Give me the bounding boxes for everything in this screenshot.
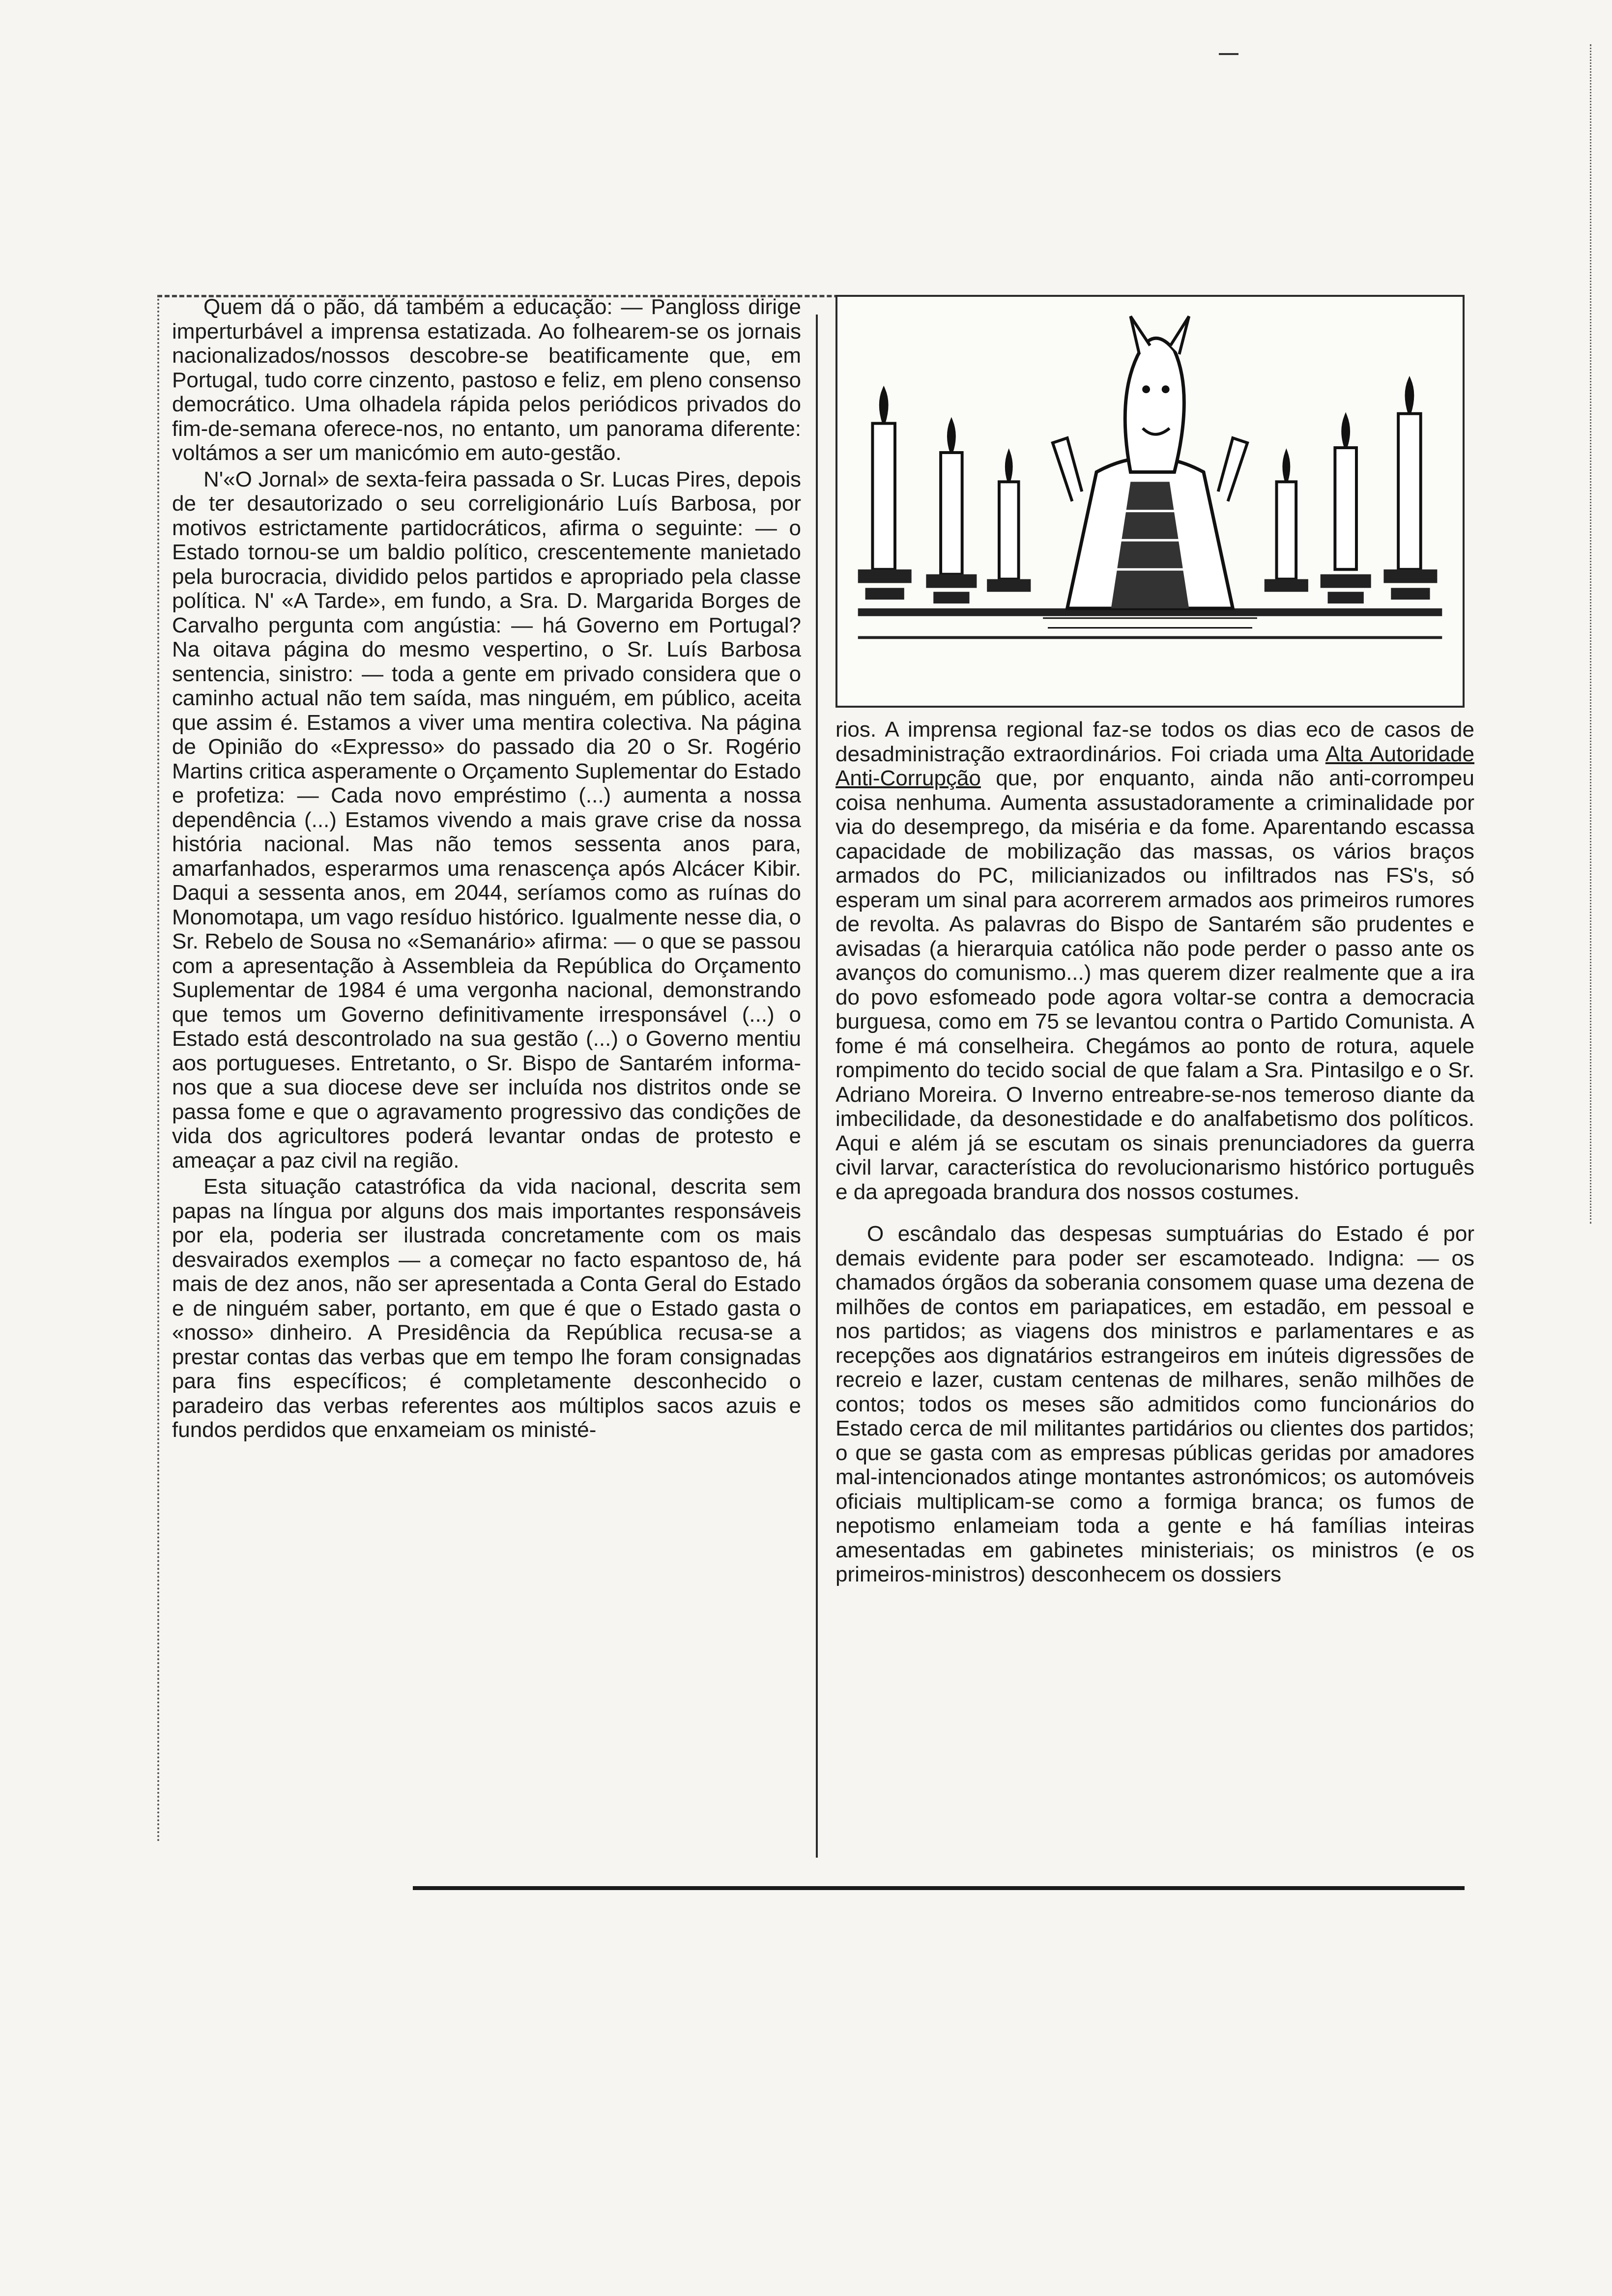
right-paragraph-1-before: rios. A imprensa regional faz-se todos os dias eco de casos de desadministração extraordinários. Foi criada uma — [835, 718, 1474, 766]
left-paragraph-1: Quem dá o pão, dá também a educação: — Pangloss dirige imperturbável a imprensa estatizada. Ao folhearem-se os jornais nacionalizados/nossos descobre-se beatificamente que, em Portugal, tudo corre cinzento, pastoso e feliz, em pleno consenso democrático. Uma olhadela rápida pelos periódicos privados do fim-de-semana oferece-nos, no entanto, um panorama diferente: voltámos a ser um manicómio em auto-gestão. — [172, 295, 801, 465]
right-column — [835, 295, 1474, 1843]
cartoon-illustration — [835, 295, 1465, 708]
left-paragraph-2: N'«O Jornal» de sexta-feira passada o Sr. Lucas Pires, depois de ter desautorizado o seu correligionário Luís Barbosa, por motivos estrictamente partidocráticos, afirma o seguinte: — o Estado tornou-se um baldio político, crescentemente manietado pela burocracia, dividido pelos partidos e apropriado pela classe política. N' «A Tarde», em fundo, a Sra. D. Margarida Borges de Carvalho pergunta com angústia: — há Governo em Portugal? Na oitava página do mesmo vespertino, o Sr. Luís Barbosa sentencia, sinistro: — toda a gente em privado considera que o caminho actual não tem saída, mas ninguém, em público, aceita que assim é. Estamos a viver uma mentira colectiva. Na página de Opinião do «Expresso» do passado dia 20 o Sr. Rogério Martins critica asperamente o Orçamento Suplementar do Estado e profetiza: — Cada novo empréstimo (...) aumenta a nossa dependência (...) Estamos vivendo a mais grave crise da nossa história nacional. Mas não temos sessenta anos para, amarfanhados, esperarmos uma renascença após Alcácer Kibir. Daqui a sessenta anos, em 2044, seríamos como as ruínas do Monomotapa, um vago resíduo histórico. Igualmente nesse dia, o Sr. Rebelo de Sousa no «Semanário» afirma: — o que se passou com a apresentação à Assembleia da República do Orçamento Suplementar de 1984 é uma vergonha nacional, demonstrando que temos um Governo definitivamente irresponsável (...) o Estado está descontrolado na sua gestão (...) o Governo mentiu aos portugueses. Entretanto, o Sr. Bispo de Santarém informa-nos que a sua diocese deve ser incluída nos distritos onde se passa fome e que o agravamento progressivo das condições de vida dos agricultores poderá levantar ondas de protesto e ameaçar a paz civil na região. — [172, 467, 801, 1173]
left-column — [157, 295, 801, 1843]
scan-dash-top — [1219, 53, 1238, 55]
right-paragraph-1-after: que, por enquanto, ainda não anti-corrompeu coisa nenhuma. Aumenta assustadoramente a criminalidade por via do desemprego, da miséria e da fome. Aparentando escassa capacidade de mobilização das massas, os vários braços armados do PC, milicianizados ou infiltrados nas FS's, só esperam um sinal para acorrerem armados aos primeiros rumores de revolta. As palavras do Bispo de Santarém são prudentes e avisadas (a hierarquia católica não pode perder o passo ante os avanços do comunismo...) mas querem dizer realmente que a ira do povo esfomeado pode agora voltar-se contra a democracia burguesa, como em 75 se levantou contra o Partido Comunista. A fome é má conselheira. Chegámos ao ponto de rotura, aquele rompimento do tecido social de que falam a Sra. Pintasilgo e o Sr. Adriano Moreira. O Inverno entreabre-se-nos temeroso diante da imbecilidade, da desonestidade e do analfabetismo dos políticos. Aqui e além já se escutam os sinais prenunciadores da guerra civil larvar, característica do revolucionarismo histórico português e da apregoada brandura dos nossos costumes. — [835, 766, 1474, 1204]
scan-edge-dots — [1590, 44, 1593, 1224]
newspaper-clipping — [147, 295, 1474, 1902]
right-paragraph-1 — [835, 718, 1474, 1204]
bottom-rule — [413, 1886, 1465, 1890]
cartoon-drawing — [837, 297, 1463, 706]
right-paragraph-2: O escândalo das despesas sumptuárias do Estado é por demais evidente para poder ser escamoteado. Indigna: — os chamados órgãos da soberania consomem quase uma dezena de milhões de contos em pariapatices, em estadão, em pessoal e nos partidos; as viagens dos ministros e parlamentares e as recepções aos dignatários estrangeiros em inúteis digressões de recreio e lazer, custam centenas de milhares, senão milhões de contos; todos os meses são admitidos como funcionários do Estado cerca de mil militantes partidários ou clientes dos partidos; o que se gasta com as empresas públicas geridas por amadores mal-intencionados atinge montantes astronómicos; os automóveis oficiais multiplicam-se como a formiga branca; os fumos de nepotismo enlameiam toda a gente e há famílias inteiras amesentadas em gabinetes ministeriais; os ministros (e os primeiros-ministros) desconhecem os dossiers — [835, 1222, 1474, 1586]
left-paragraph-3: Esta situação catastrófica da vida nacional, descrita sem papas na língua por alguns dos mais importantes responsáveis por ela, poderia ser ilustrada concretamente com os mais desvairados exemplos — a começar no facto espantoso de, há mais de dez anos, não ser apresentada a Conta Geral do Estado e de ninguém saber, portanto, em que é que o Estado gasta o «nosso» dinheiro. A Presidência da República recusa-se a prestar contas das verbas que em tempo lhe foram consignadas para fins específicos; é completamente desconhecido o paradeiro das verbas referentes aos múltiplos sacos azuis e fundos perdidos que enxameiam os ministé- — [172, 1175, 801, 1442]
column-divider — [816, 315, 818, 1858]
underlined-phrase: Alta Autoridade Anti-Corrupção — [835, 742, 1474, 790]
